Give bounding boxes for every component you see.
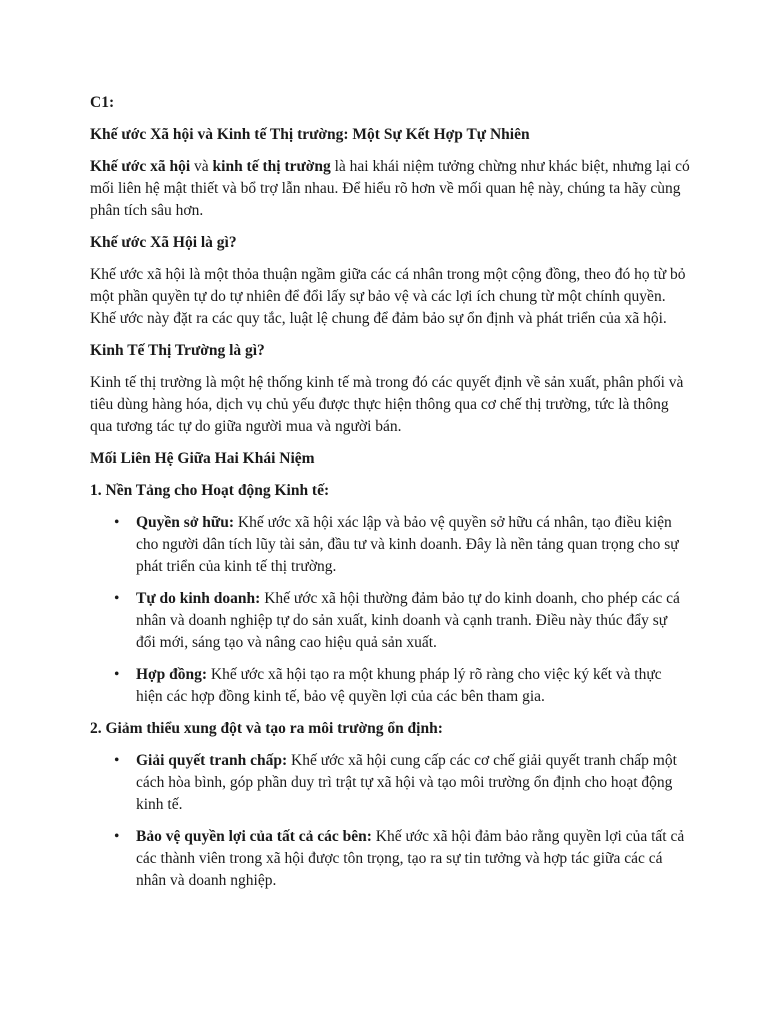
list-item-label: Quyền sở hữu:	[136, 514, 234, 531]
list-item-text: Khế ước xã hội cung cấp các cơ chế giải quyết tranh chấp một cách hòa bình, góp phần duy trì trật tự xã hội và tạo môi trường ổn định cho hoạt động kinh tế.	[136, 752, 677, 813]
heading-social-contract: Khế ước Xã Hội là gì?	[90, 234, 237, 251]
heading-part-1: 1. Nền Tảng cho Hoạt động Kinh tế:	[90, 482, 330, 499]
paragraph-social-contract: Khế ước xã hội là một thỏa thuận ngầm giữa các cá nhân trong một cộng đồng, theo đó họ từ bỏ một phần quyền tự do tự nhiên để đổi lấy sự bảo vệ và các lợi ích chung từ một chính quyền. Khế ước này đặt ra các quy tắc, luật lệ chung để đảm bảo sự ổn định và phát triển của xã hội.	[90, 266, 686, 327]
section-label: C1:	[90, 94, 115, 111]
list-item-label: Bảo vệ quyền lợi của tất cả các bên:	[136, 828, 372, 845]
bullet-list-part-1	[90, 512, 690, 708]
list-item	[114, 826, 690, 892]
intro-paragraph	[90, 156, 690, 222]
heading-market-economy: Kinh Tế Thị Trường là gì?	[90, 342, 265, 359]
list-item	[114, 588, 690, 654]
bullet-icon: •	[114, 828, 120, 845]
intro-text: là hai khái niệm tưởng chừng như khác biệt, nhưng lại có mối liên hệ mật thiết và bổ trợ lẫn nhau. Để hiểu rõ hơn về mối quan hệ này, chúng ta hãy cùng phân tích sâu hơn.	[90, 158, 690, 219]
bullet-icon: •	[114, 752, 120, 769]
intro-term-social-contract: Khế ước xã hội	[90, 158, 191, 175]
list-item-label: Giải quyết tranh chấp:	[136, 752, 288, 769]
intro-term-market-economy: kinh tế thị trường	[212, 158, 331, 175]
bullet-icon: •	[114, 514, 120, 531]
list-item	[114, 750, 690, 816]
heading-relationship: Mối Liên Hệ Giữa Hai Khái Niệm	[90, 450, 315, 467]
list-item-text: Khế ước xã hội thường đảm bảo tự do kinh doanh, cho phép các cá nhân và doanh nghiệp tự do sản xuất, kinh doanh và cạnh tranh. Điều này thúc đẩy sự đổi mới, sáng tạo và nâng cao hiệu quả sản xuất.	[136, 590, 680, 651]
list-item-text: Khế ước xã hội đảm bảo rằng quyền lợi của tất cả các thành viên trong xã hội được tôn trọng, tạo ra sự tin tưởng và hợp tác giữa các cá nhân và doanh nghiệp.	[136, 828, 685, 889]
paragraph-market-economy: Kinh tế thị trường là một hệ thống kinh tế mà trong đó các quyết định về sản xuất, phân phối và tiêu dùng hàng hóa, dịch vụ chủ yếu được thực hiện thông qua cơ chế thị trường, tức là thông qua tương tác tự do giữa người mua và người bán.	[90, 374, 684, 435]
list-item-label: Tự do kinh doanh:	[136, 590, 261, 607]
bullet-list-part-2	[90, 750, 690, 892]
list-item	[114, 664, 690, 708]
intro-conjunction: và	[190, 158, 213, 175]
list-item	[114, 512, 690, 578]
bullet-icon: •	[114, 590, 120, 607]
list-item-text: Khế ước xã hội xác lập và bảo vệ quyền sở hữu cá nhân, tạo điều kiện cho người dân tích lũy tài sản, đầu tư và kinh doanh. Đây là nền tảng quan trọng cho sự phát triển của kinh tế thị trường.	[136, 514, 679, 575]
list-item-label: Hợp đồng:	[136, 666, 208, 683]
document-page	[90, 92, 690, 902]
bullet-icon: •	[114, 666, 120, 683]
heading-part-2: 2. Giảm thiểu xung đột và tạo ra môi trường ổn định:	[90, 720, 443, 737]
list-item-text: Khế ước xã hội tạo ra một khung pháp lý rõ ràng cho việc ký kết và thực hiện các hợp đồng kinh tế, bảo vệ quyền lợi của các bên tham gia.	[136, 666, 662, 705]
document-title: Khế ước Xã hội và Kinh tế Thị trường: Một Sự Kết Hợp Tự Nhiên	[90, 126, 530, 143]
